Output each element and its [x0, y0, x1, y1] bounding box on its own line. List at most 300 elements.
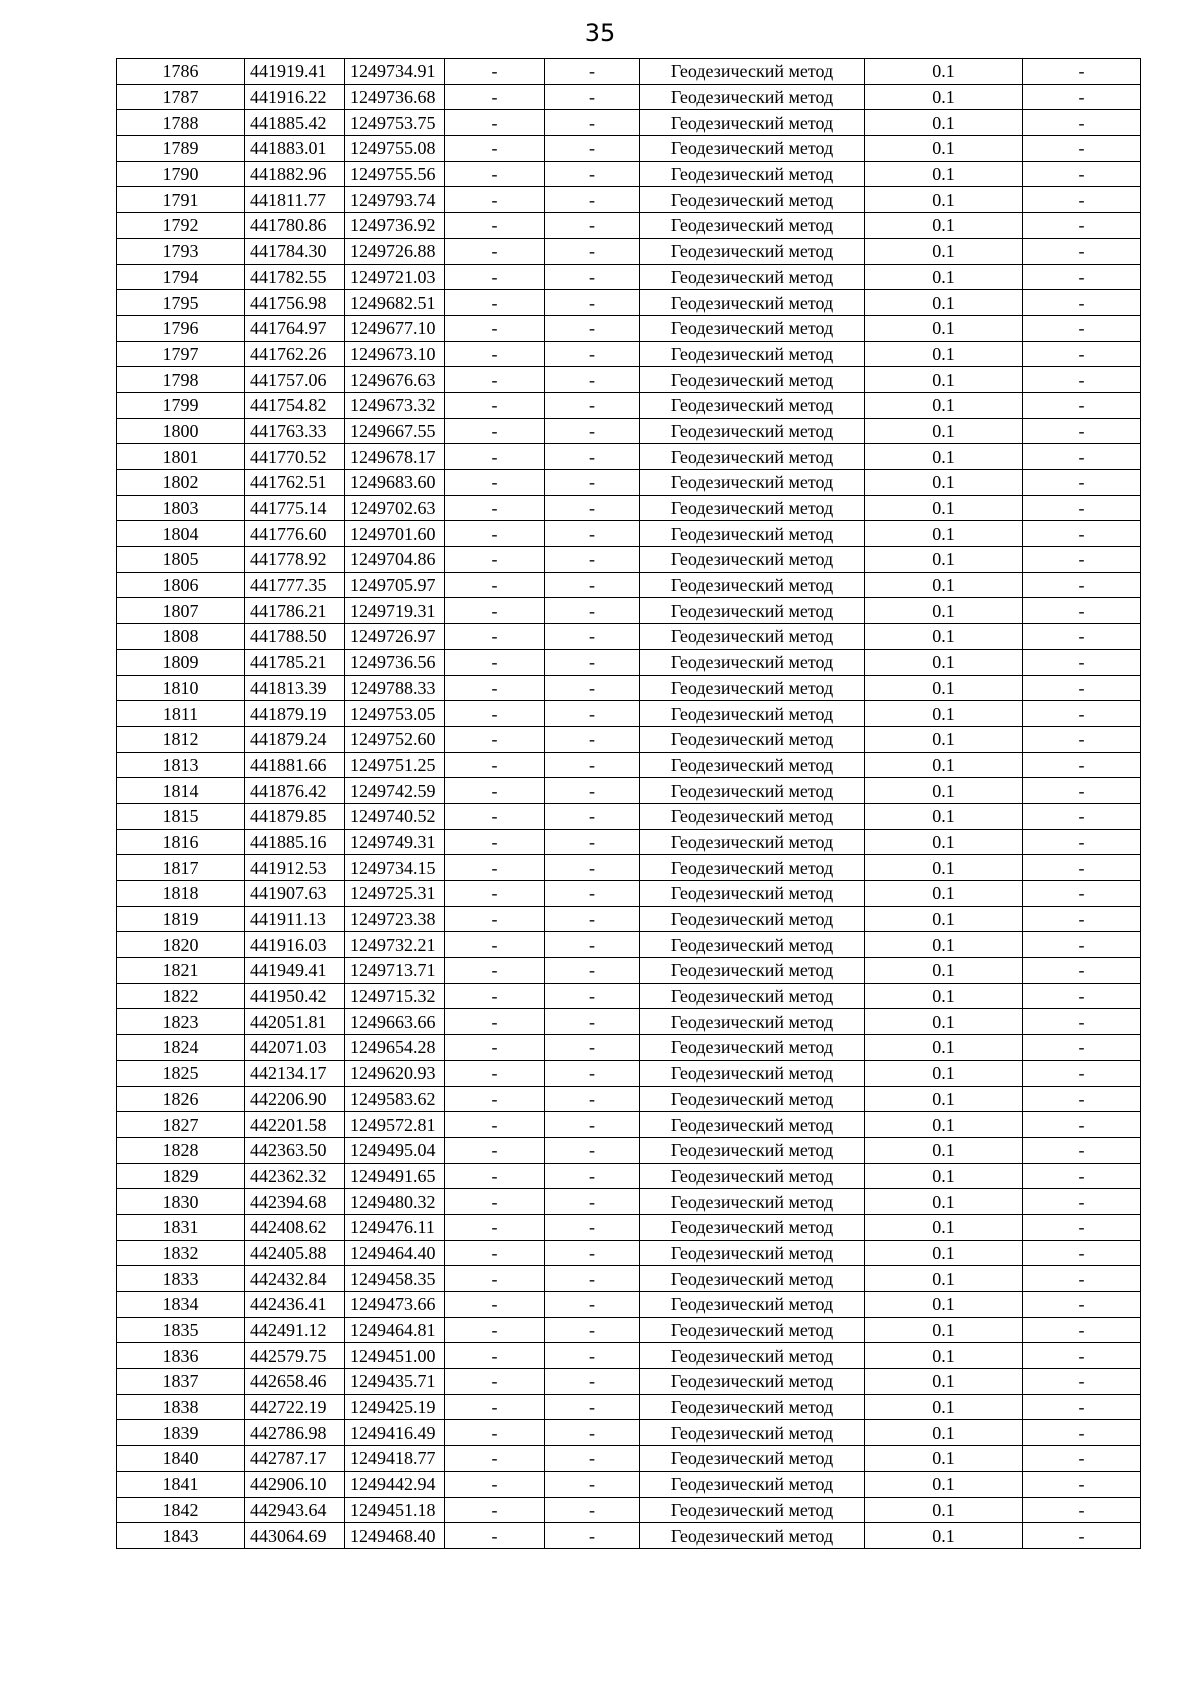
y-coordinate-cell: 1249736.68 — [345, 84, 445, 110]
x-coordinate-cell: 441916.22 — [245, 84, 345, 110]
point-number-cell: 1826 — [117, 1086, 245, 1112]
col8-cell: - — [1023, 187, 1141, 213]
method-cell: Геодезический метод — [640, 598, 865, 624]
method-cell: Геодезический метод — [640, 752, 865, 778]
col5-cell: - — [545, 778, 640, 804]
col4-cell: - — [445, 1292, 545, 1318]
accuracy-cell: 0.1 — [865, 649, 1023, 675]
method-cell: Геодезический метод — [640, 264, 865, 290]
y-coordinate-cell: 1249705.97 — [345, 572, 445, 598]
x-coordinate-cell: 443064.69 — [245, 1523, 345, 1549]
x-coordinate-cell: 441788.50 — [245, 624, 345, 650]
y-coordinate-cell: 1249442.94 — [345, 1471, 445, 1497]
method-cell: Геодезический метод — [640, 803, 865, 829]
accuracy-cell: 0.1 — [865, 1163, 1023, 1189]
accuracy-cell: 0.1 — [865, 1189, 1023, 1215]
accuracy-cell: 0.1 — [865, 1060, 1023, 1086]
col8-cell: - — [1023, 1497, 1141, 1523]
point-number-cell: 1843 — [117, 1523, 245, 1549]
accuracy-cell: 0.1 — [865, 778, 1023, 804]
table-row — [117, 315, 1141, 341]
table-row — [117, 521, 1141, 547]
x-coordinate-cell: 441813.39 — [245, 675, 345, 701]
point-number-cell: 1786 — [117, 59, 245, 85]
col4-cell: - — [445, 1137, 545, 1163]
point-number-cell: 1829 — [117, 1163, 245, 1189]
point-number-cell: 1839 — [117, 1420, 245, 1446]
col5-cell: - — [545, 1369, 640, 1395]
method-cell: Геодезический метод — [640, 238, 865, 264]
page-number: 35 — [584, 19, 616, 47]
col8-cell: - — [1023, 983, 1141, 1009]
col5-cell: - — [545, 752, 640, 778]
table-row — [117, 392, 1141, 418]
x-coordinate-cell: 442943.64 — [245, 1497, 345, 1523]
y-coordinate-cell: 1249673.10 — [345, 341, 445, 367]
x-coordinate-cell: 442071.03 — [245, 1035, 345, 1061]
method-cell: Геодезический метод — [640, 1369, 865, 1395]
col8-cell: - — [1023, 1420, 1141, 1446]
table-row — [117, 238, 1141, 264]
method-cell: Геодезический метод — [640, 1214, 865, 1240]
y-coordinate-cell: 1249755.56 — [345, 161, 445, 187]
point-number-cell: 1794 — [117, 264, 245, 290]
method-cell: Геодезический метод — [640, 829, 865, 855]
col5-cell: - — [545, 803, 640, 829]
y-coordinate-cell: 1249736.56 — [345, 649, 445, 675]
col4-cell: - — [445, 855, 545, 881]
col4-cell: - — [445, 1163, 545, 1189]
col4-cell: - — [445, 187, 545, 213]
col4-cell: - — [445, 1497, 545, 1523]
point-number-cell: 1789 — [117, 136, 245, 162]
accuracy-cell: 0.1 — [865, 136, 1023, 162]
col4-cell: - — [445, 547, 545, 573]
x-coordinate-cell: 441764.97 — [245, 315, 345, 341]
col8-cell: - — [1023, 1343, 1141, 1369]
method-cell: Геодезический метод — [640, 1394, 865, 1420]
y-coordinate-cell: 1249663.66 — [345, 1009, 445, 1035]
table-row — [117, 1009, 1141, 1035]
y-coordinate-cell: 1249749.31 — [345, 829, 445, 855]
col5-cell: - — [545, 1214, 640, 1240]
point-number-cell: 1800 — [117, 418, 245, 444]
method-cell: Геодезический метод — [640, 572, 865, 598]
point-number-cell: 1828 — [117, 1137, 245, 1163]
table-row — [117, 932, 1141, 958]
accuracy-cell: 0.1 — [865, 829, 1023, 855]
point-number-cell: 1795 — [117, 290, 245, 316]
table-row — [117, 1086, 1141, 1112]
x-coordinate-cell: 441881.66 — [245, 752, 345, 778]
col4-cell: - — [445, 803, 545, 829]
table-row — [117, 136, 1141, 162]
col4-cell: - — [445, 290, 545, 316]
accuracy-cell: 0.1 — [865, 675, 1023, 701]
x-coordinate-cell: 441911.13 — [245, 906, 345, 932]
col4-cell: - — [445, 701, 545, 727]
point-number-cell: 1802 — [117, 470, 245, 496]
col5-cell: - — [545, 1446, 640, 1472]
col8-cell: - — [1023, 675, 1141, 701]
col4-cell: - — [445, 881, 545, 907]
col4-cell: - — [445, 958, 545, 984]
col5-cell: - — [545, 1266, 640, 1292]
method-cell: Геодезический метод — [640, 1086, 865, 1112]
method-cell: Геодезический метод — [640, 649, 865, 675]
point-number-cell: 1840 — [117, 1446, 245, 1472]
table-row — [117, 778, 1141, 804]
col5-cell: - — [545, 624, 640, 650]
col8-cell: - — [1023, 1035, 1141, 1061]
y-coordinate-cell: 1249667.55 — [345, 418, 445, 444]
x-coordinate-cell: 441776.60 — [245, 521, 345, 547]
table-row — [117, 1035, 1141, 1061]
table-row — [117, 855, 1141, 881]
accuracy-cell: 0.1 — [865, 1420, 1023, 1446]
x-coordinate-cell: 441885.16 — [245, 829, 345, 855]
col8-cell: - — [1023, 855, 1141, 881]
x-coordinate-cell: 442394.68 — [245, 1189, 345, 1215]
col4-cell: - — [445, 752, 545, 778]
x-coordinate-cell: 441780.86 — [245, 213, 345, 239]
col8-cell: - — [1023, 84, 1141, 110]
col5-cell: - — [545, 84, 640, 110]
method-cell: Геодезический метод — [640, 136, 865, 162]
accuracy-cell: 0.1 — [865, 1266, 1023, 1292]
method-cell: Геодезический метод — [640, 1317, 865, 1343]
y-coordinate-cell: 1249740.52 — [345, 803, 445, 829]
x-coordinate-cell: 442491.12 — [245, 1317, 345, 1343]
accuracy-cell: 0.1 — [865, 367, 1023, 393]
col8-cell: - — [1023, 59, 1141, 85]
col8-cell: - — [1023, 1240, 1141, 1266]
col5-cell: - — [545, 1471, 640, 1497]
y-coordinate-cell: 1249451.00 — [345, 1343, 445, 1369]
accuracy-cell: 0.1 — [865, 1523, 1023, 1549]
point-number-cell: 1790 — [117, 161, 245, 187]
y-coordinate-cell: 1249736.92 — [345, 213, 445, 239]
y-coordinate-cell: 1249682.51 — [345, 290, 445, 316]
table-row — [117, 1240, 1141, 1266]
method-cell: Геодезический метод — [640, 906, 865, 932]
col4-cell: - — [445, 110, 545, 136]
y-coordinate-cell: 1249673.32 — [345, 392, 445, 418]
table-row — [117, 1317, 1141, 1343]
point-number-cell: 1825 — [117, 1060, 245, 1086]
table-row — [117, 59, 1141, 85]
table-row — [117, 1471, 1141, 1497]
x-coordinate-cell: 441907.63 — [245, 881, 345, 907]
col5-cell: - — [545, 881, 640, 907]
x-coordinate-cell: 441950.42 — [245, 983, 345, 1009]
x-coordinate-cell: 441912.53 — [245, 855, 345, 881]
accuracy-cell: 0.1 — [865, 392, 1023, 418]
x-coordinate-cell: 441811.77 — [245, 187, 345, 213]
y-coordinate-cell: 1249683.60 — [345, 470, 445, 496]
x-coordinate-cell: 441763.33 — [245, 418, 345, 444]
x-coordinate-cell: 442658.46 — [245, 1369, 345, 1395]
point-number-cell: 1816 — [117, 829, 245, 855]
point-number-cell: 1838 — [117, 1394, 245, 1420]
accuracy-cell: 0.1 — [865, 572, 1023, 598]
method-cell: Геодезический метод — [640, 84, 865, 110]
table-row — [117, 829, 1141, 855]
col4-cell: - — [445, 1060, 545, 1086]
col5-cell: - — [545, 932, 640, 958]
method-cell: Геодезический метод — [640, 315, 865, 341]
col8-cell: - — [1023, 881, 1141, 907]
x-coordinate-cell: 441916.03 — [245, 932, 345, 958]
col5-cell: - — [545, 187, 640, 213]
col4-cell: - — [445, 264, 545, 290]
accuracy-cell: 0.1 — [865, 547, 1023, 573]
col5-cell: - — [545, 161, 640, 187]
y-coordinate-cell: 1249793.74 — [345, 187, 445, 213]
col8-cell: - — [1023, 778, 1141, 804]
col5-cell: - — [545, 521, 640, 547]
accuracy-cell: 0.1 — [865, 1497, 1023, 1523]
accuracy-cell: 0.1 — [865, 110, 1023, 136]
y-coordinate-cell: 1249704.86 — [345, 547, 445, 573]
table-row — [117, 110, 1141, 136]
accuracy-cell: 0.1 — [865, 1009, 1023, 1035]
col5-cell: - — [545, 136, 640, 162]
method-cell: Геодезический метод — [640, 418, 865, 444]
x-coordinate-cell: 442405.88 — [245, 1240, 345, 1266]
method-cell: Геодезический метод — [640, 1009, 865, 1035]
y-coordinate-cell: 1249677.10 — [345, 315, 445, 341]
accuracy-cell: 0.1 — [865, 264, 1023, 290]
col5-cell: - — [545, 1394, 640, 1420]
table-row — [117, 675, 1141, 701]
col4-cell: - — [445, 59, 545, 85]
col4-cell: - — [445, 726, 545, 752]
col8-cell: - — [1023, 341, 1141, 367]
col4-cell: - — [445, 675, 545, 701]
method-cell: Геодезический метод — [640, 110, 865, 136]
col8-cell: - — [1023, 1369, 1141, 1395]
col5-cell: - — [545, 855, 640, 881]
col8-cell: - — [1023, 418, 1141, 444]
col5-cell: - — [545, 906, 640, 932]
col5-cell: - — [545, 1523, 640, 1549]
table-row — [117, 572, 1141, 598]
col4-cell: - — [445, 418, 545, 444]
accuracy-cell: 0.1 — [865, 1086, 1023, 1112]
accuracy-cell: 0.1 — [865, 290, 1023, 316]
table-row — [117, 264, 1141, 290]
col4-cell: - — [445, 1446, 545, 1472]
table-row — [117, 1446, 1141, 1472]
col5-cell: - — [545, 829, 640, 855]
y-coordinate-cell: 1249702.63 — [345, 495, 445, 521]
y-coordinate-cell: 1249678.17 — [345, 444, 445, 470]
point-number-cell: 1798 — [117, 367, 245, 393]
point-number-cell: 1801 — [117, 444, 245, 470]
col4-cell: - — [445, 1112, 545, 1138]
table-row — [117, 418, 1141, 444]
table-row — [117, 1497, 1141, 1523]
col8-cell: - — [1023, 572, 1141, 598]
point-number-cell: 1803 — [117, 495, 245, 521]
table-row — [117, 803, 1141, 829]
point-number-cell: 1827 — [117, 1112, 245, 1138]
table-row — [117, 1369, 1141, 1395]
col5-cell: - — [545, 983, 640, 1009]
y-coordinate-cell: 1249416.49 — [345, 1420, 445, 1446]
method-cell: Геодезический метод — [640, 187, 865, 213]
col5-cell: - — [545, 1086, 640, 1112]
x-coordinate-cell: 441775.14 — [245, 495, 345, 521]
y-coordinate-cell: 1249676.63 — [345, 367, 445, 393]
col5-cell: - — [545, 1317, 640, 1343]
col4-cell: - — [445, 392, 545, 418]
method-cell: Геодезический метод — [640, 495, 865, 521]
y-coordinate-cell: 1249468.40 — [345, 1523, 445, 1549]
y-coordinate-cell: 1249753.05 — [345, 701, 445, 727]
accuracy-cell: 0.1 — [865, 881, 1023, 907]
y-coordinate-cell: 1249620.93 — [345, 1060, 445, 1086]
y-coordinate-cell: 1249480.32 — [345, 1189, 445, 1215]
point-number-cell: 1824 — [117, 1035, 245, 1061]
table-row — [117, 187, 1141, 213]
col8-cell: - — [1023, 392, 1141, 418]
method-cell: Геодезический метод — [640, 1343, 865, 1369]
col5-cell: - — [545, 958, 640, 984]
point-number-cell: 1807 — [117, 598, 245, 624]
col8-cell: - — [1023, 649, 1141, 675]
col8-cell: - — [1023, 598, 1141, 624]
coordinates-table-body — [117, 59, 1141, 1549]
col4-cell: - — [445, 1343, 545, 1369]
accuracy-cell: 0.1 — [865, 521, 1023, 547]
col5-cell: - — [545, 290, 640, 316]
x-coordinate-cell: 441784.30 — [245, 238, 345, 264]
method-cell: Геодезический метод — [640, 213, 865, 239]
col8-cell: - — [1023, 803, 1141, 829]
method-cell: Геодезический метод — [640, 1060, 865, 1086]
point-number-cell: 1813 — [117, 752, 245, 778]
accuracy-cell: 0.1 — [865, 598, 1023, 624]
accuracy-cell: 0.1 — [865, 161, 1023, 187]
col4-cell: - — [445, 932, 545, 958]
col8-cell: - — [1023, 136, 1141, 162]
method-cell: Геодезический метод — [640, 778, 865, 804]
x-coordinate-cell: 441785.21 — [245, 649, 345, 675]
accuracy-cell: 0.1 — [865, 1471, 1023, 1497]
point-number-cell: 1842 — [117, 1497, 245, 1523]
col4-cell: - — [445, 906, 545, 932]
method-cell: Геодезический метод — [640, 1266, 865, 1292]
table-row — [117, 444, 1141, 470]
accuracy-cell: 0.1 — [865, 470, 1023, 496]
point-number-cell: 1823 — [117, 1009, 245, 1035]
x-coordinate-cell: 441919.41 — [245, 59, 345, 85]
point-number-cell: 1811 — [117, 701, 245, 727]
table-row — [117, 1523, 1141, 1549]
col4-cell: - — [445, 1369, 545, 1395]
point-number-cell: 1819 — [117, 906, 245, 932]
x-coordinate-cell: 441757.06 — [245, 367, 345, 393]
col4-cell: - — [445, 470, 545, 496]
y-coordinate-cell: 1249715.32 — [345, 983, 445, 1009]
table-row — [117, 1214, 1141, 1240]
col4-cell: - — [445, 1214, 545, 1240]
col8-cell: - — [1023, 315, 1141, 341]
method-cell: Геодезический метод — [640, 675, 865, 701]
table-row — [117, 752, 1141, 778]
table-row — [117, 906, 1141, 932]
y-coordinate-cell: 1249742.59 — [345, 778, 445, 804]
col4-cell: - — [445, 238, 545, 264]
y-coordinate-cell: 1249491.65 — [345, 1163, 445, 1189]
point-number-cell: 1797 — [117, 341, 245, 367]
y-coordinate-cell: 1249751.25 — [345, 752, 445, 778]
col5-cell: - — [545, 392, 640, 418]
col8-cell: - — [1023, 1292, 1141, 1318]
method-cell: Геодезический метод — [640, 881, 865, 907]
method-cell: Геодезический метод — [640, 1112, 865, 1138]
x-coordinate-cell: 441879.19 — [245, 701, 345, 727]
col5-cell: - — [545, 1343, 640, 1369]
x-coordinate-cell: 441762.51 — [245, 470, 345, 496]
table-row — [117, 1343, 1141, 1369]
accuracy-cell: 0.1 — [865, 701, 1023, 727]
point-number-cell: 1830 — [117, 1189, 245, 1215]
table-row — [117, 1112, 1141, 1138]
method-cell: Геодезический метод — [640, 1035, 865, 1061]
table-row — [117, 84, 1141, 110]
col8-cell: - — [1023, 213, 1141, 239]
col5-cell: - — [545, 1163, 640, 1189]
point-number-cell: 1841 — [117, 1471, 245, 1497]
col5-cell: - — [545, 418, 640, 444]
point-number-cell: 1821 — [117, 958, 245, 984]
col8-cell: - — [1023, 495, 1141, 521]
col5-cell: - — [545, 495, 640, 521]
col4-cell: - — [445, 624, 545, 650]
x-coordinate-cell: 442206.90 — [245, 1086, 345, 1112]
table-row — [117, 495, 1141, 521]
accuracy-cell: 0.1 — [865, 1112, 1023, 1138]
point-number-cell: 1805 — [117, 547, 245, 573]
y-coordinate-cell: 1249752.60 — [345, 726, 445, 752]
col4-cell: - — [445, 598, 545, 624]
method-cell: Геодезический метод — [640, 161, 865, 187]
accuracy-cell: 0.1 — [865, 932, 1023, 958]
col8-cell: - — [1023, 726, 1141, 752]
method-cell: Геодезический метод — [640, 392, 865, 418]
x-coordinate-cell: 441778.92 — [245, 547, 345, 573]
x-coordinate-cell: 442786.98 — [245, 1420, 345, 1446]
col5-cell: - — [545, 598, 640, 624]
accuracy-cell: 0.1 — [865, 958, 1023, 984]
accuracy-cell: 0.1 — [865, 187, 1023, 213]
point-number-cell: 1831 — [117, 1214, 245, 1240]
col8-cell: - — [1023, 1189, 1141, 1215]
col5-cell: - — [545, 1035, 640, 1061]
x-coordinate-cell: 441949.41 — [245, 958, 345, 984]
method-cell: Геодезический метод — [640, 1240, 865, 1266]
accuracy-cell: 0.1 — [865, 983, 1023, 1009]
table-row — [117, 1060, 1141, 1086]
accuracy-cell: 0.1 — [865, 803, 1023, 829]
table-row — [117, 881, 1141, 907]
col8-cell: - — [1023, 1394, 1141, 1420]
col8-cell: - — [1023, 1266, 1141, 1292]
col4-cell: - — [445, 1394, 545, 1420]
